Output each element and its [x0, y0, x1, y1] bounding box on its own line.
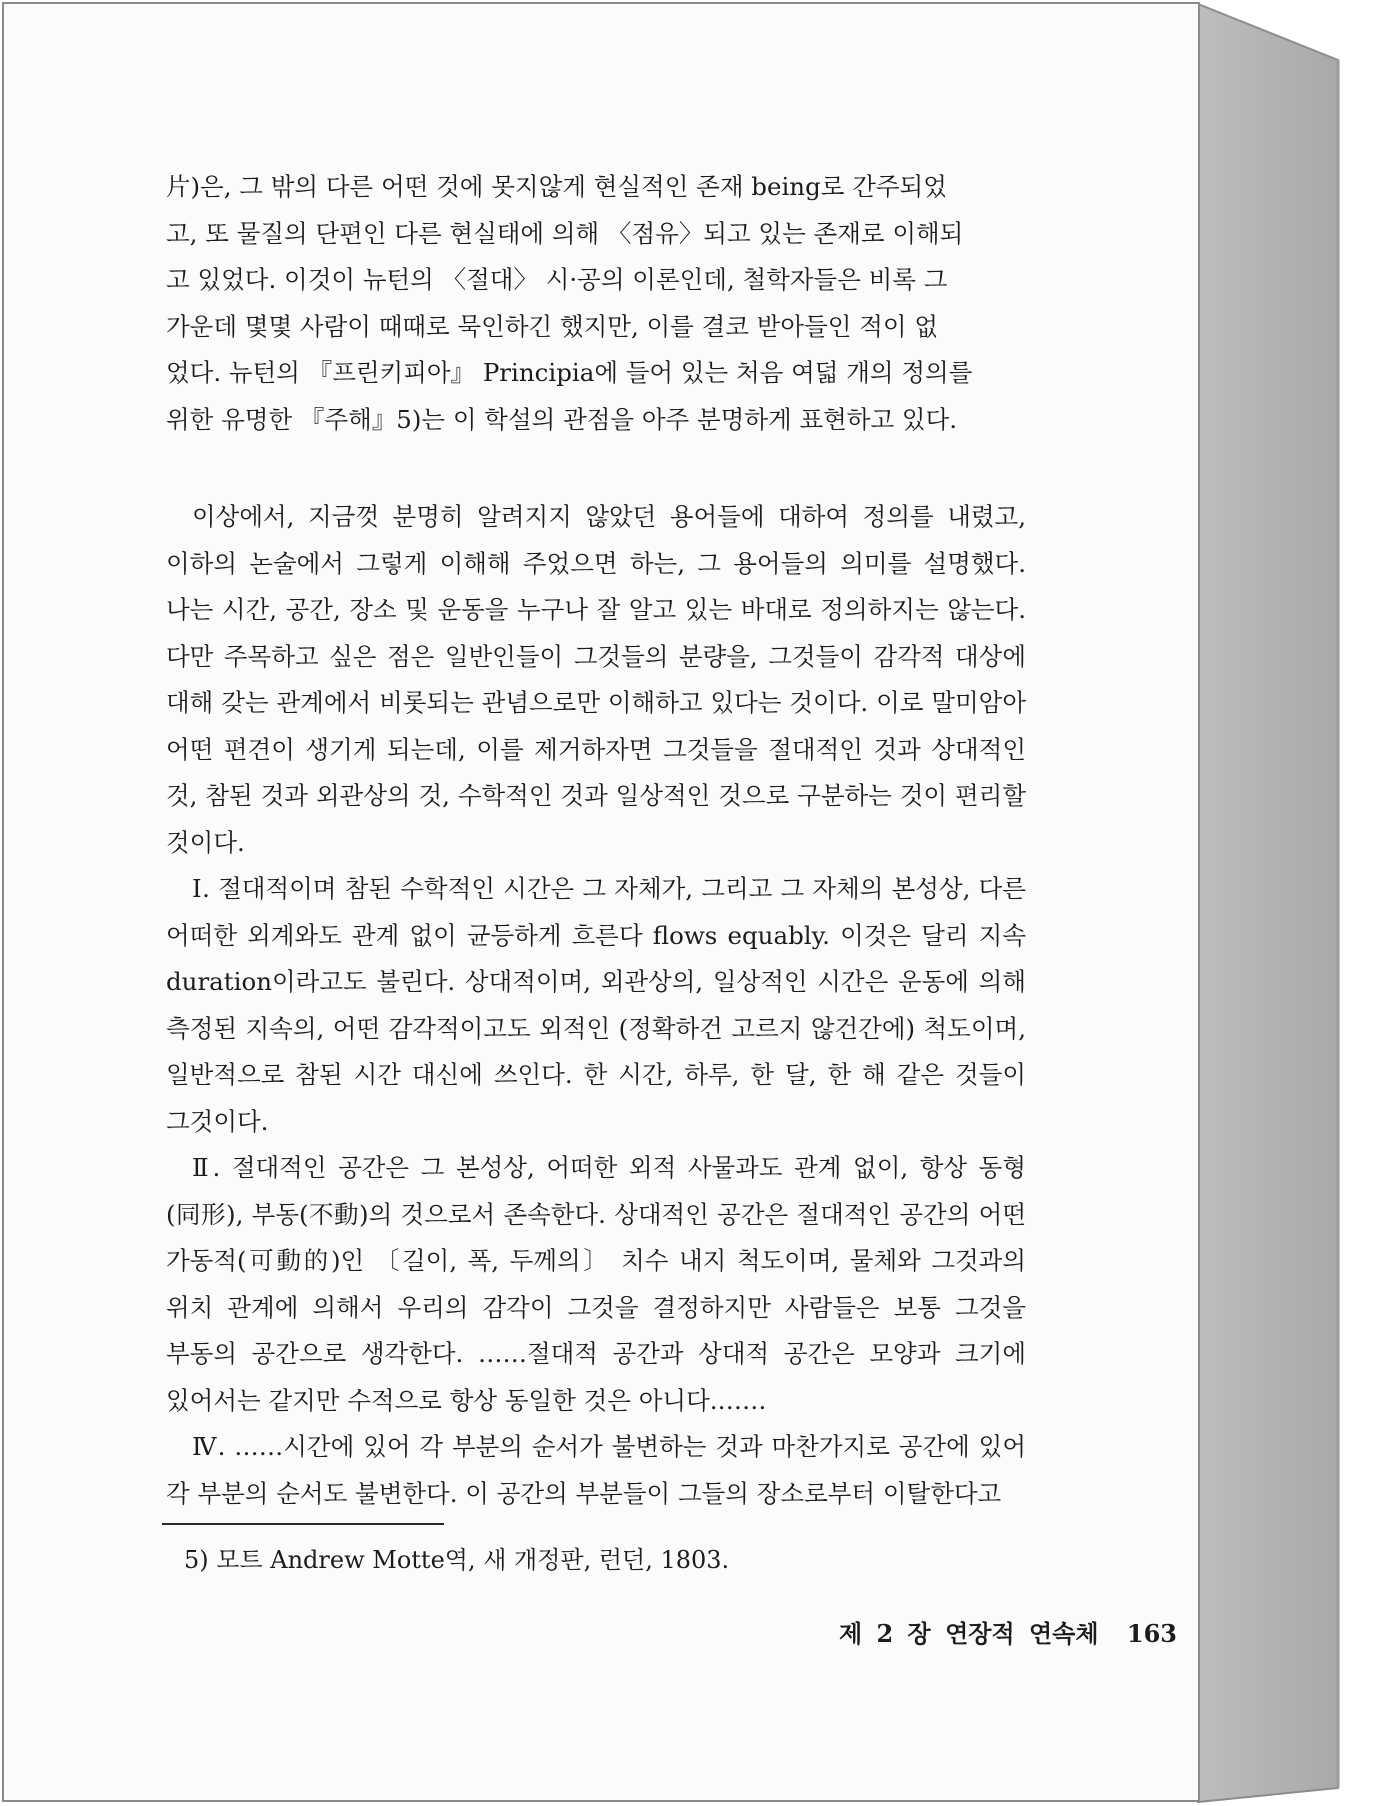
chapter-title: 제 2 장 연장적 연속체	[838, 1619, 1099, 1648]
page-number: 163	[1126, 1619, 1177, 1648]
paragraph-1-line-2: 고, 또 물질의 단편인 다른 현실태에 의해 〈점유〉되고 있는 존재로 이해되	[166, 218, 964, 248]
paragraph-1-line-4: 가운데 몇몇 사람이 때때로 묵인하긴 했지만, 이를 결코 받아들인 적이 없	[166, 311, 939, 341]
quote-item-1: Ⅰ. 절대적이며 참된 수학적인 시간은 그 자체가, 그리고 그 자체의 본성상, 다른 어떠한 외계와도 관계 없이 균등하게 흐른다 flows equably. 이것은 달리 지속 duration이라고도 불린다. 상대적이며, 외관상의, 일상적인 시간은 운동에 의해 측정된 지속의, 어떤 감각적이고도 외적인 (정확하건 고르지 않건간에) 척도이며, 일반적으로 참된 시간 대신에 쓰인다. 한 시간, 하루, 한 달, 한 해 같은 것들이 그것이다.	[166, 874, 1026, 1136]
paragraph-1-line-5: 었다. 뉴턴의 『프린키피아』 Principia에 들어 있는 처음 여덟 개의 정의를	[166, 358, 973, 387]
quote-intro: 이상에서, 지금껏 분명히 알려지지 않았던 용어들에 대하여 정의를 내렸고, 이하의 논술에서 그렇게 이해해 주었으면 하는, 그 용어들의 의미를 설명했다. 나는 시간, 공간, 장소 및 운동을 누구나 잘 알고 있는 바대로 정의하지는 않는다. 다만 주목하고 싶은 점은 일반인들이 그것들의 분량을, 그것들이 감각적 대상에 대해 갖는 관계에서 비롯되는 관념으로만 이해하고 있다는 것이다. 이로 말미암아 어떤 편견이 생기게 되는데, 이를 제거하자면 그것들을 절대적인 것과 상대적인 것, 참된 것과 외관상의 것, 수학적인 것과 일상적인 것으로 구분하는 것이 편리할 것이다.	[166, 502, 1026, 857]
paragraph-1-line-1: 片)은, 그 밖의 다른 어떤 것에 못지않게 현실적인 존재 being로 간주되었	[166, 172, 947, 201]
newton-quote	[166, 494, 1026, 1517]
quote-item-2: Ⅱ. 절대적인 공간은 그 본성상, 어떠한 외적 사물과도 관계 없이, 항상 동형(同形), 부동(不動)의 것으로서 존속한다. 상대적인 공간은 절대적인 공간의 어떤 가동적(可動的)인 〔길이, 폭, 두께의〕 치수 내지 척도이며, 물체와 그것과의 위치 관계에 의해서 우리의 감각이 그것을 결정하지만 사람들은 보통 그것을 부동의 공간으로 생각한다. ……절대적 공간과 상대적 공간은 모양과 크기에 있어서는 같지만 수적으로 항상 동일한 것은 아니다.……	[166, 1153, 1026, 1415]
paragraph-1-line-6: 위한 유명한 『주해』5)는 이 학설의 관점을 아주 분명하게 표현하고 있다.	[166, 404, 958, 434]
paragraph-1-line-3: 고 있었다. 이것이 뉴턴의 〈절대〉 시·공의 이론인데, 철학자들은 비록 그	[166, 265, 948, 294]
running-footer	[839, 1614, 1177, 1649]
footnote: 5) 모트 Andrew Motte역, 새 개정판, 런던, 1803.	[184, 1546, 730, 1574]
paragraph-1	[166, 164, 1026, 443]
footnote-divider	[162, 1523, 444, 1525]
quote-item-4: Ⅳ. ……시간에 있어 각 부분의 순서가 불변하는 것과 마찬가지로 공간에 있어 각 부분의 순서도 불변한다. 이 공간의 부분들이 그들의 장소로부터 이탈한다고	[166, 1432, 1026, 1508]
